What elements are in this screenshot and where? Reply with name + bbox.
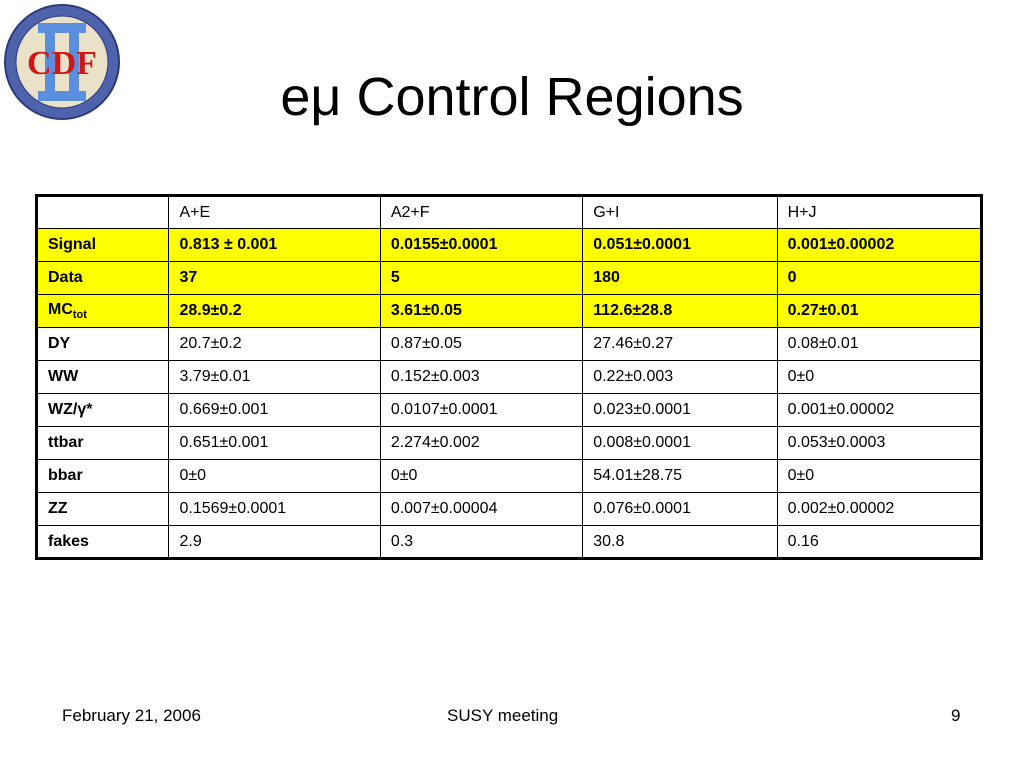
table-cell: 20.7±0.2	[169, 328, 380, 361]
table-cell: 0.051±0.0001	[583, 229, 777, 262]
row-label	[37, 361, 169, 394]
row-label-text: bbar	[48, 467, 83, 484]
table-cell: 0.002±0.00002	[777, 493, 981, 526]
table-row	[37, 460, 982, 493]
row-label	[37, 427, 169, 460]
page-number: 9	[951, 706, 961, 725]
column-header: H+J	[777, 196, 981, 229]
table-cell: 3.61±0.05	[380, 295, 582, 328]
row-label-subscript: tot	[72, 309, 87, 321]
row-label	[37, 295, 169, 328]
slide-title: eμ Control Regions	[280, 67, 744, 127]
table-cell: 0.651±0.001	[169, 427, 380, 460]
table-cell: 0±0	[777, 460, 981, 493]
table-cell: 180	[583, 262, 777, 295]
row-label	[37, 262, 169, 295]
logo-text: CDF	[27, 45, 97, 82]
table-cell: 0±0	[380, 460, 582, 493]
table-cell: 0.87±0.05	[380, 328, 582, 361]
table-cell: 0.0107±0.0001	[380, 394, 582, 427]
table-cell: 0.08±0.01	[777, 328, 981, 361]
table-cell: 2.9	[169, 526, 380, 559]
control-regions-table	[35, 194, 983, 560]
table-row	[37, 427, 982, 460]
table-cell: 0.3	[380, 526, 582, 559]
table-cell: 5	[380, 262, 582, 295]
row-label	[37, 229, 169, 262]
table-cell: 0.023±0.0001	[583, 394, 777, 427]
table-cell: 0.22±0.003	[583, 361, 777, 394]
table-header-row	[37, 196, 982, 229]
table-cell: 0.16	[777, 526, 981, 559]
table-cell: 0.001±0.00002	[777, 394, 981, 427]
row-label-text: MC	[48, 301, 73, 318]
table-cell: 30.8	[583, 526, 777, 559]
row-label-text: ZZ	[48, 500, 68, 517]
table-cell: 0.001±0.00002	[777, 229, 981, 262]
table-cell: 3.79±0.01	[169, 361, 380, 394]
column-header: A2+F	[380, 196, 582, 229]
row-label	[37, 328, 169, 361]
table-cell: 54.01±28.75	[583, 460, 777, 493]
table-cell: 0±0	[169, 460, 380, 493]
table-row	[37, 295, 982, 328]
table-cell: 0.813 ± 0.001	[169, 229, 380, 262]
row-label-text: WZ/γ*	[48, 401, 93, 418]
row-label	[37, 460, 169, 493]
table-row	[37, 526, 982, 559]
table-cell: 0.669±0.001	[169, 394, 380, 427]
table-row	[37, 394, 982, 427]
table-cell: 0±0	[777, 361, 981, 394]
row-label	[37, 394, 169, 427]
row-label-text: Data	[48, 269, 83, 286]
table-cell: 0.007±0.00004	[380, 493, 582, 526]
table-cell: 112.6±28.8	[583, 295, 777, 328]
table-cell: 0.27±0.01	[777, 295, 981, 328]
table-row	[37, 361, 982, 394]
row-label-text: fakes	[48, 532, 89, 550]
table-cell: 0.1569±0.0001	[169, 493, 380, 526]
table-row	[37, 493, 982, 526]
column-header	[37, 196, 169, 229]
row-label-text: ttbar	[48, 434, 84, 451]
table-row	[37, 229, 982, 262]
row-label	[37, 526, 169, 559]
footer-meeting: SUSY meeting	[447, 706, 559, 725]
column-header: A+E	[169, 196, 380, 229]
row-label-text: Signal	[48, 236, 97, 253]
table-row	[37, 262, 982, 295]
table-row	[37, 328, 982, 361]
table-cell: 0.008±0.0001	[583, 427, 777, 460]
table-cell: 28.9±0.2	[169, 295, 380, 328]
table-cell: 2.274±0.002	[380, 427, 582, 460]
table-cell: 0.0155±0.0001	[380, 229, 582, 262]
table-cell: 27.46±0.27	[583, 328, 777, 361]
row-label	[37, 493, 169, 526]
table-cell: 0	[777, 262, 981, 295]
row-label-text: WW	[48, 368, 79, 385]
row-label-text: DY	[48, 335, 71, 352]
column-header: G+I	[583, 196, 777, 229]
table-cell: 0.076±0.0001	[583, 493, 777, 526]
table-cell: 0.152±0.003	[380, 361, 582, 394]
table-cell: 0.053±0.0003	[777, 427, 981, 460]
table-cell: 37	[169, 262, 380, 295]
footer-date: February 21, 2006	[62, 706, 201, 725]
